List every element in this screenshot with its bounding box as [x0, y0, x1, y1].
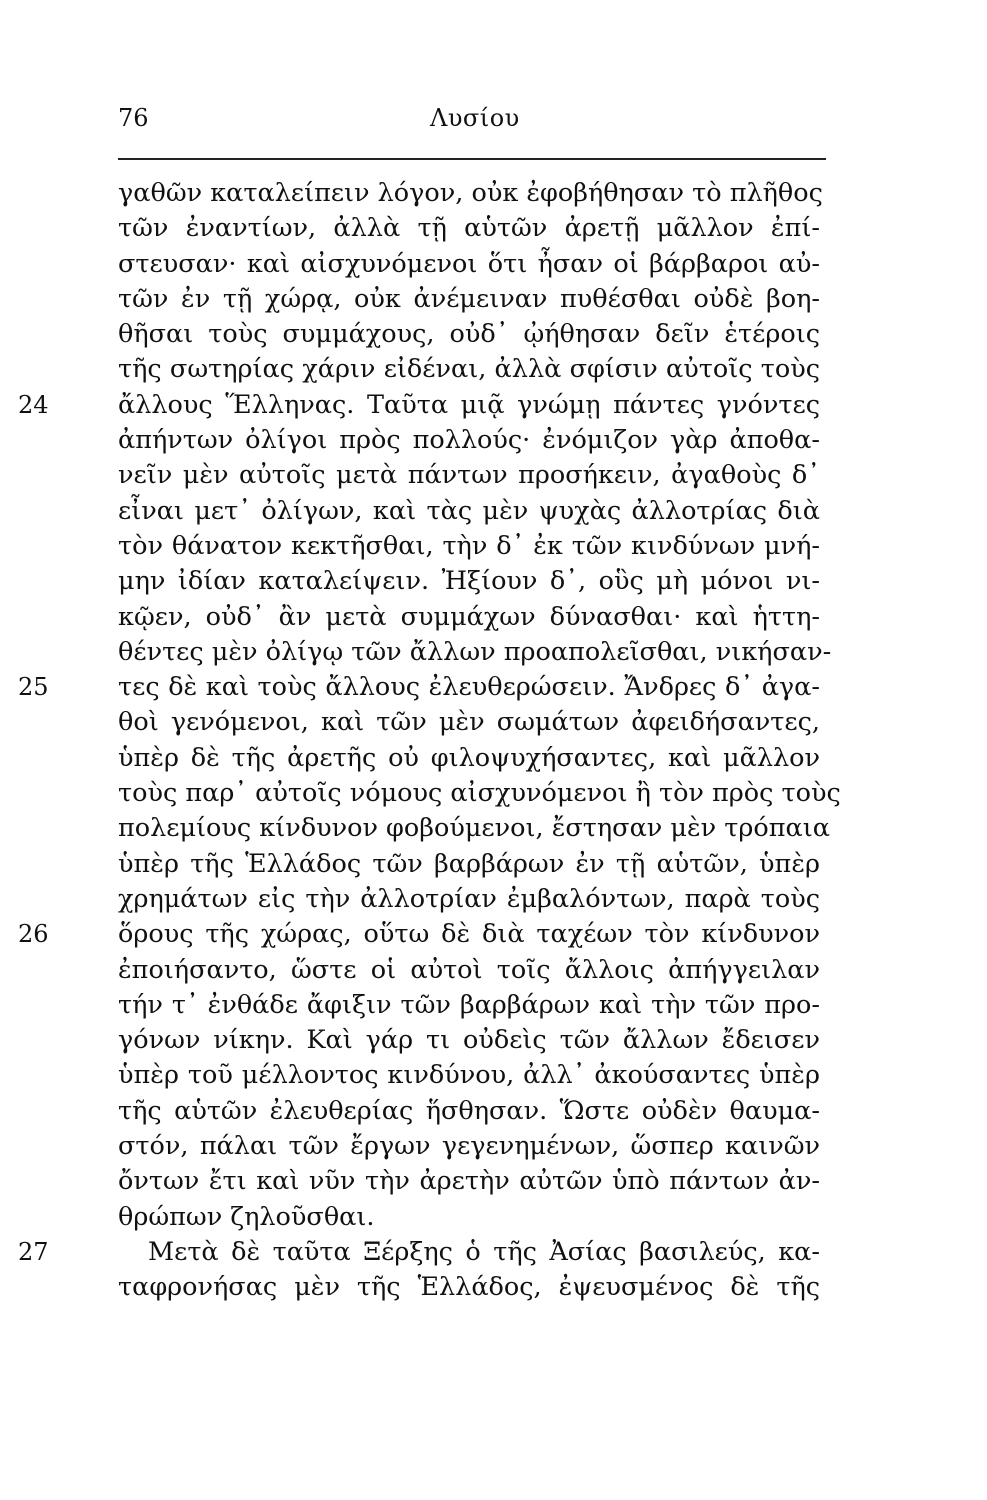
text-line	[18, 1235, 820, 1270]
text-line	[118, 635, 832, 670]
line-text: ταφρονήσας μὲν τῆς Ἑλλάδος, ἐψευσμένος δὲ τῆς	[118, 1272, 820, 1303]
line-text: θέντες μὲν ὀλίγῳ τῶν ἄλλων προαπολεῖσθαι, νικήσαν-	[118, 636, 832, 667]
line-text: στευσαν· καὶ αἰσχυνόμενοι ὅτι ἦσαν οἱ βάρβαροι αὐ-	[118, 248, 820, 279]
text-line	[118, 741, 820, 776]
text-line	[118, 564, 820, 599]
text-line	[118, 458, 820, 493]
text-line	[118, 1129, 820, 1164]
section-number: 27	[18, 1237, 49, 1266]
page-header	[118, 104, 818, 144]
page-number: 76	[118, 104, 149, 132]
body-text	[18, 176, 841, 1306]
header-rule	[118, 158, 826, 160]
line-text: θρώπων ζηλοῦσθαι.	[118, 1201, 375, 1232]
text-line	[18, 670, 820, 705]
line-text: ὄντων ἔτι καὶ νῦν τὴν ἀρετὴν αὐτῶν ὑπὸ πάντων ἀν-	[118, 1166, 820, 1197]
line-text: τήν τ᾽ ἐνθάδε ἄφιξιν τῶν βαρβάρων καὶ τὴν τῶν προ-	[118, 989, 820, 1020]
line-text: τῶν ἐν τῇ χώρᾳ, οὐκ ἀνέμειναν πυθέσθαι οὐδὲ βοη-	[118, 283, 820, 314]
line-text: τὸν θάνατον κεκτῆσθαι, τὴν δ᾽ ἐκ τῶν κινδύνων μνή-	[118, 530, 820, 561]
text-line	[118, 247, 820, 282]
text-line	[118, 600, 820, 635]
line-text: τες δὲ καὶ τοὺς ἄλλους ἐλευθερώσειν. Ἄνδρες δ᾽ ἀγα-	[118, 672, 820, 703]
text-line	[118, 1200, 820, 1235]
text-line	[18, 917, 820, 952]
line-text: στόν, πάλαι τῶν ἔργων γεγενημένων, ὥσπερ καινῶν	[118, 1131, 820, 1162]
text-line	[118, 882, 820, 917]
text-line	[118, 1164, 820, 1199]
line-text: ὑπὲρ δὲ τῆς ἀρετῆς οὐ φιλοψυχήσαντες, καὶ μᾶλλον	[118, 742, 820, 773]
line-text: νεῖν μὲν αὐτοῖς μετὰ πάντων προσήκειν, ἀγαθοὺς δ᾽	[118, 460, 820, 491]
line-text: θῆσαι τοὺς συμμάχους, οὐδ᾽ ᾠήθησαν δεῖν ἑτέροις	[118, 319, 820, 350]
text-line	[118, 494, 820, 529]
line-text: πολεμίους κίνδυνον φοβούμενοι, ἔστησαν μὲν τρόπαια	[118, 813, 830, 844]
text-line	[118, 423, 820, 458]
running-title: Λυσίου	[430, 104, 520, 132]
line-text: τῆς αὑτῶν ἐλευθερίας ἥσθησαν. Ὥστε οὐδὲν θαυμα-	[118, 1095, 820, 1126]
line-text: Μετὰ δὲ ταῦτα Ξέρξης ὁ τῆς Ἀσίας βασιλεύς, κα-	[148, 1236, 820, 1267]
text-line	[118, 776, 841, 811]
line-text: τοὺς παρ᾽ αὐτοῖς νόμους αἰσχυνόμενοι ἢ τὸν πρὸς τοὺς	[118, 778, 841, 809]
section-number: 26	[18, 920, 49, 949]
text-line	[118, 1270, 820, 1305]
text-line	[118, 953, 820, 988]
line-text: χρημάτων εἰς τὴν ἀλλοτρίαν ἐμβαλόντων, παρὰ τοὺς	[118, 883, 820, 914]
text-line	[118, 529, 820, 564]
line-text: μην ἰδίαν καταλείψειν. Ἠξίουν δ᾽, οὓς μὴ μόνοι νι-	[118, 566, 820, 597]
text-line	[118, 705, 820, 740]
line-text: γαθῶν καταλείπειν λόγον, οὐκ ἐφοβήθησαν τὸ πλῆθος	[118, 178, 823, 208]
text-line	[118, 352, 820, 387]
text-line	[118, 317, 820, 352]
text-line	[118, 1023, 820, 1058]
line-text: ἀπήντων ὀλίγοι πρὸς πολλούς· ἐνόμιζον γὰρ ἀποθα-	[118, 425, 820, 456]
text-line	[118, 988, 820, 1023]
text-line	[118, 176, 823, 211]
line-text: ὑπὲρ τοῦ μέλλοντος κινδύνου, ἀλλ᾽ ἀκούσαντες ὑπὲρ	[118, 1060, 820, 1091]
text-line	[118, 1094, 820, 1129]
line-text: εἶναι μετ᾽ ὀλίγων, καὶ τὰς μὲν ψυχὰς ἀλλοτρίας διὰ	[118, 495, 820, 526]
line-text: ἐποιήσαντο, ὥστε οἱ αὐτοὶ τοῖς ἄλλοις ἀπήγγειλαν	[118, 954, 820, 985]
text-line	[18, 388, 820, 423]
line-text: κῷεν, οὐδ᾽ ἂν μετὰ συμμάχων δύνασθαι· καὶ ἡττη-	[118, 601, 820, 632]
text-line	[118, 282, 820, 317]
line-text: θοὶ γενόμενοι, καὶ τῶν μὲν σωμάτων ἀφειδήσαντες,	[118, 707, 820, 738]
line-text: ὅρους τῆς χώρας, οὕτω δὲ διὰ ταχέων τὸν κίνδυνον	[118, 919, 820, 950]
text-line	[118, 811, 830, 846]
section-number: 25	[18, 673, 49, 702]
line-text: τῶν ἐναντίων, ἀλλὰ τῇ αὑτῶν ἀρετῇ μᾶλλον ἐπί-	[118, 213, 820, 244]
text-line	[118, 1058, 820, 1093]
text-line	[118, 847, 820, 882]
section-number: 24	[18, 390, 49, 419]
text-line	[118, 211, 820, 246]
line-text: ὑπὲρ τῆς Ἑλλάδος τῶν βαρβάρων ἐν τῇ αὑτῶν, ὑπὲρ	[118, 848, 820, 879]
line-text: γόνων νίκην. Καὶ γάρ τι οὐδεὶς τῶν ἄλλων ἔδεισεν	[118, 1025, 820, 1056]
line-text: ἄλλους Ἕλληνας. Ταῦτα μιᾷ γνώμῃ πάντες γνόντες	[118, 389, 820, 420]
line-text: τῆς σωτηρίας χάριν εἰδέναι, ἀλλὰ σφίσιν αὐτοῖς τοὺς	[118, 354, 820, 385]
